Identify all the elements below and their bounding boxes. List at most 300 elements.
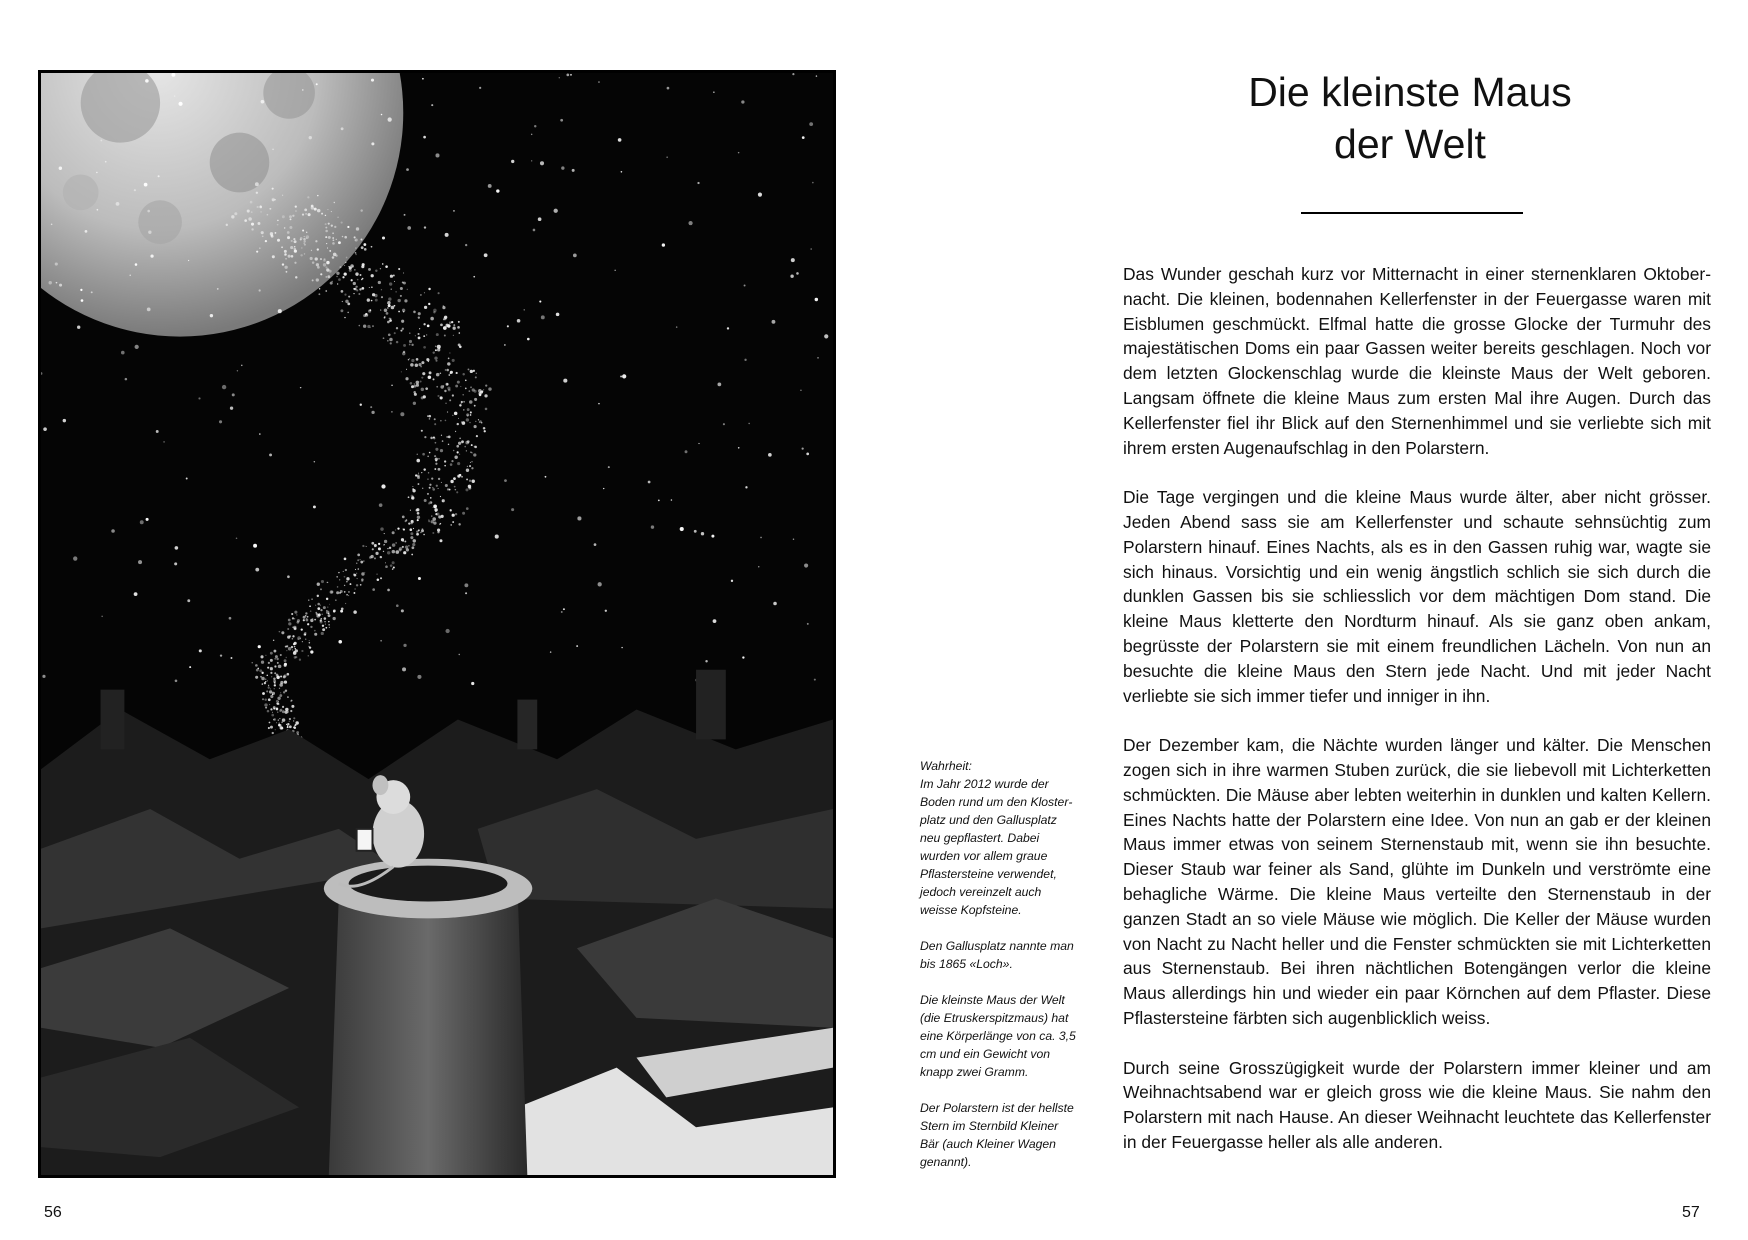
star	[531, 134, 532, 135]
stardust-particle	[316, 263, 319, 266]
stardust-particle	[324, 617, 327, 620]
stardust-particle	[294, 246, 295, 247]
stardust-particle	[332, 242, 335, 245]
stardust-particle	[420, 381, 422, 383]
stardust-particle	[423, 468, 425, 470]
stardust-particle	[467, 466, 468, 467]
stardust-particle	[474, 405, 476, 407]
stardust-particle	[331, 211, 332, 212]
stardust-particle	[450, 509, 452, 511]
star	[685, 450, 688, 453]
stardust-particle	[455, 431, 456, 432]
stardust-particle	[317, 248, 319, 250]
star	[158, 175, 160, 177]
star	[413, 402, 416, 405]
stardust-particle	[471, 467, 473, 469]
stardust-particle	[383, 551, 384, 552]
stardust-particle	[354, 588, 355, 589]
sidebar-note: Der Polarstern ist der hellste Stern im Sternbild Kleiner Bär (auch Kleiner Wagen genannt).	[920, 1101, 1074, 1169]
stardust-particle	[302, 230, 304, 232]
stardust-particle	[470, 452, 471, 453]
star	[319, 288, 320, 289]
stardust-particle	[446, 383, 448, 385]
stardust-particle	[274, 684, 276, 686]
stardust-particle	[378, 543, 380, 545]
stardust-particle	[398, 268, 400, 270]
star	[85, 230, 88, 233]
stardust-particle	[274, 658, 276, 660]
star	[534, 125, 536, 127]
star	[338, 640, 342, 644]
star	[309, 136, 312, 139]
star	[401, 609, 404, 612]
stardust-particle	[337, 283, 338, 284]
story-body	[1123, 262, 1711, 1179]
stardust-particle	[267, 680, 268, 681]
stardust-particle	[344, 293, 346, 295]
stardust-particle	[269, 704, 270, 705]
stardust-particle	[451, 321, 453, 323]
stardust-particle	[435, 513, 437, 515]
stardust-particle	[403, 344, 406, 347]
stardust-particle	[310, 650, 313, 653]
stardust-particle	[328, 223, 330, 225]
stardust-particle	[400, 330, 402, 332]
stardust-particle	[321, 632, 324, 635]
stardust-particle	[325, 290, 327, 292]
stardust-particle	[294, 240, 297, 243]
stardust-particle	[314, 619, 316, 621]
stardust-particle	[303, 240, 305, 242]
stardust-particle	[444, 334, 446, 336]
star	[538, 217, 542, 221]
stardust-particle	[274, 665, 276, 667]
stardust-particle	[394, 281, 395, 282]
stardust-particle	[305, 213, 307, 215]
star	[427, 324, 430, 327]
stardust-particle	[322, 625, 324, 627]
stardust-particle	[458, 476, 459, 477]
stardust-particle	[381, 289, 382, 290]
body-paragraph: Der Dezember kam, die Nächte wurden länger und kälter. Die Menschen zogen sich in ihre warmen Stuben zurück, die sie liebevoll mit Lichterketten schmückten. Die Mäuse aber lebten weiterhin in dunklen und kalten Kellern. Eines Nachts hatte der Polarstern eine Idee. Von nun an gab er der kleinen Maus immer etwas von seinem Sternenstaub mit, wenn sie ihn besuchte. Dieser Staub war feiner als Sand, glühte im Dunkeln und verströmte eine behagliche Wärme. Die kleine Maus verteilte den Sternenstaub in der ganzen Stadt an so viele Mäuse wie möglich. Die Keller der Mäuse wurden von Nacht zu Nacht heller und die Fenster schmückten sie mit Lichterketten aus Sternenstaub. Bei ihren nächtlichen Botengängen verlor die kleine Maus allerdings hin und wieder ein paar Körnchen auf dem Pflaster. Diese Pflastersteine färbten sich augenblicklich weiss.	[1123, 735, 1711, 1028]
star	[465, 244, 467, 246]
stardust-particle	[451, 460, 453, 462]
star	[615, 270, 616, 271]
stardust-particle	[287, 628, 289, 630]
stardust-particle	[411, 554, 413, 556]
star	[125, 378, 128, 381]
stardust-particle	[320, 273, 322, 275]
stardust-particle	[375, 299, 378, 302]
stardust-particle	[465, 488, 468, 491]
stardust-particle	[412, 486, 413, 487]
stardust-particle	[456, 445, 459, 448]
stardust-particle	[355, 569, 356, 570]
stardust-particle	[284, 227, 285, 228]
star	[431, 104, 433, 106]
star	[744, 284, 746, 286]
stardust-particle	[297, 621, 300, 624]
stardust-particle	[411, 359, 414, 362]
stardust-particle	[470, 386, 472, 388]
star	[219, 420, 222, 423]
stardust-particle	[268, 727, 270, 729]
star	[527, 338, 530, 341]
star	[713, 619, 717, 623]
stardust-particle	[376, 573, 378, 575]
stardust-particle	[251, 228, 253, 230]
stardust-particle	[364, 572, 365, 573]
stardust-particle	[339, 579, 340, 580]
star	[210, 314, 213, 317]
stardust-particle	[359, 288, 361, 290]
stardust-particle	[305, 615, 307, 617]
stardust-particle	[304, 244, 306, 246]
stardust-particle	[354, 269, 356, 271]
title-line-2: der Welt	[1334, 121, 1486, 167]
stardust-particle	[344, 591, 346, 593]
stardust-particle	[393, 566, 395, 568]
star	[429, 418, 431, 420]
stardust-particle	[294, 627, 297, 630]
stardust-particle	[269, 208, 271, 210]
star	[232, 393, 235, 396]
star	[341, 127, 344, 130]
stardust-particle	[294, 642, 297, 645]
star	[281, 631, 284, 634]
stardust-particle	[389, 282, 392, 285]
star	[524, 309, 525, 310]
stardust-particle	[334, 202, 335, 203]
stardust-particle	[422, 488, 423, 489]
stardust-particle	[434, 455, 436, 457]
stardust-particle	[325, 223, 327, 225]
stardust-particle	[284, 680, 287, 683]
stardust-particle	[395, 529, 396, 530]
stardust-particle	[291, 613, 293, 615]
stardust-particle	[442, 499, 445, 502]
star	[140, 520, 144, 524]
stardust-particle	[332, 281, 333, 282]
stardust-particle	[291, 700, 293, 702]
stardust-particle	[409, 340, 412, 343]
stardust-particle	[292, 627, 293, 628]
star	[59, 284, 62, 287]
stardust-particle	[327, 275, 330, 278]
stardust-particle	[322, 614, 323, 615]
star	[261, 100, 265, 104]
stardust-particle	[346, 581, 348, 583]
star	[812, 182, 814, 184]
stardust-particle	[325, 623, 326, 624]
stardust-particle	[417, 512, 420, 515]
star	[424, 226, 426, 228]
stardust-particle	[450, 372, 452, 374]
stardust-particle	[275, 232, 277, 234]
stardust-particle	[269, 690, 272, 693]
stardust-particle	[283, 691, 285, 693]
stardust-particle	[471, 452, 472, 453]
stardust-particle	[338, 278, 341, 281]
stardust-particle	[301, 650, 303, 652]
star	[471, 682, 474, 685]
stardust-particle	[469, 480, 471, 482]
star	[287, 575, 290, 578]
stardust-particle	[438, 468, 441, 471]
star	[666, 156, 668, 158]
star	[96, 172, 97, 173]
stardust-particle	[402, 328, 404, 330]
stardust-particle	[284, 266, 287, 269]
stardust-particle	[387, 340, 388, 341]
star	[445, 233, 449, 237]
illustration-frame	[38, 70, 836, 1178]
stardust-particle	[262, 692, 265, 695]
stardust-particle	[461, 440, 464, 443]
stardust-particle	[362, 287, 365, 290]
stardust-particle	[401, 538, 404, 541]
star	[371, 79, 374, 82]
stardust-particle	[420, 294, 421, 295]
star	[598, 582, 602, 586]
stardust-particle	[398, 311, 400, 313]
star	[550, 651, 551, 652]
stardust-particle	[418, 363, 421, 366]
stardust-particle	[310, 626, 312, 628]
stardust-particle	[295, 276, 297, 278]
stardust-particle	[421, 388, 424, 391]
stardust-particle	[295, 210, 297, 212]
stardust-particle	[410, 532, 413, 535]
stardust-particle	[247, 209, 250, 212]
stardust-particle	[460, 386, 461, 387]
stardust-particle	[317, 607, 320, 610]
stardust-particle	[470, 370, 473, 373]
stardust-particle	[417, 516, 420, 519]
stardust-particle	[428, 288, 430, 290]
stardust-particle	[422, 528, 424, 530]
stardust-particle	[431, 515, 432, 516]
stardust-particle	[484, 427, 486, 429]
stardust-particle	[462, 373, 464, 375]
stardust-particle	[433, 351, 435, 353]
stardust-particle	[303, 238, 306, 241]
star	[802, 136, 805, 139]
stardust-particle	[354, 288, 357, 291]
stardust-particle	[403, 551, 406, 554]
star	[63, 419, 66, 422]
stardust-particle	[362, 263, 365, 266]
stardust-particle	[411, 495, 414, 498]
stardust-particle	[457, 462, 460, 465]
star	[773, 602, 777, 606]
stardust-particle	[315, 605, 316, 606]
stardust-particle	[431, 502, 433, 504]
stardust-particle	[459, 474, 461, 476]
stardust-particle	[286, 271, 288, 273]
star	[147, 308, 151, 312]
star	[540, 161, 544, 165]
stardust-particle	[437, 395, 439, 397]
stardust-particle	[274, 650, 277, 653]
stardust-particle	[329, 270, 332, 273]
stardust-particle	[357, 578, 358, 579]
star	[97, 209, 99, 211]
stardust-particle	[430, 317, 434, 321]
stardust-particle	[440, 396, 443, 399]
stardust-particle	[342, 236, 344, 238]
stardust-particle	[418, 529, 420, 531]
star	[511, 160, 514, 163]
stardust-particle	[431, 477, 433, 479]
stardust-particle	[387, 307, 388, 308]
stardust-particle	[424, 436, 426, 438]
star	[545, 476, 547, 478]
stardust-particle	[348, 595, 349, 596]
stardust-particle	[259, 206, 262, 209]
star	[147, 210, 150, 213]
stardust-particle	[469, 390, 471, 392]
stardust-particle	[326, 276, 327, 277]
star	[541, 315, 545, 319]
stardust-particle	[394, 332, 396, 334]
star	[134, 592, 138, 596]
stardust-particle	[320, 619, 322, 621]
star	[603, 488, 604, 489]
stardust-particle	[329, 627, 330, 628]
stardust-particle	[399, 547, 402, 551]
star	[174, 95, 175, 96]
star	[406, 168, 409, 171]
stardust-particle	[279, 718, 280, 719]
stardust-particle	[295, 648, 296, 649]
star	[259, 433, 261, 435]
stardust-particle	[292, 215, 294, 217]
stardust-particle	[293, 651, 295, 653]
stardust-particle	[413, 311, 416, 314]
stardust-particle	[433, 378, 435, 380]
stardust-particle	[265, 655, 266, 656]
stardust-particle	[484, 394, 487, 397]
stardust-particle	[280, 654, 282, 656]
star	[711, 535, 714, 538]
stardust-particle	[447, 488, 449, 490]
stardust-particle	[308, 600, 309, 601]
stardust-particle	[444, 465, 446, 467]
stardust-particle	[442, 440, 444, 442]
stardust-particle	[385, 265, 388, 268]
stardust-particle	[434, 423, 436, 425]
star	[814, 679, 816, 681]
stardust-particle	[380, 527, 383, 530]
star	[796, 272, 799, 275]
star	[175, 546, 179, 550]
stardust-particle	[282, 195, 283, 196]
stardust-particle	[355, 240, 356, 241]
star	[148, 231, 151, 234]
stardust-particle	[357, 279, 359, 281]
stardust-particle	[423, 534, 425, 536]
star	[618, 138, 622, 142]
star	[806, 452, 809, 455]
star	[259, 289, 261, 291]
star	[658, 499, 660, 501]
stardust-particle	[428, 472, 429, 473]
stardust-particle	[283, 675, 286, 678]
stardust-particle	[462, 512, 465, 515]
stardust-particle	[251, 223, 254, 226]
stardust-particle	[428, 519, 429, 520]
stardust-particle	[307, 196, 309, 198]
stardust-particle	[473, 370, 475, 372]
stardust-particle	[327, 209, 328, 210]
star	[453, 210, 455, 212]
star	[419, 328, 420, 329]
star	[561, 166, 564, 169]
stardust-particle	[320, 605, 321, 606]
star	[42, 675, 45, 678]
stardust-particle	[305, 639, 306, 640]
body-paragraph: Durch seine Grosszügigkeit wurde der Polarstern immer kleiner und am Weihnachtsabend war er gleich gross wie die kleine Maus. Sie nahm den Polarstern mit nach Hause. An dieser Weihnacht leuchtete das Kellerfenster in der Feuergasse heller als alle anderen.	[1123, 1057, 1711, 1152]
stardust-particle	[309, 642, 311, 644]
star	[560, 119, 563, 122]
stardust-particle	[345, 569, 347, 571]
stardust-particle	[401, 320, 404, 323]
star	[258, 645, 261, 648]
stardust-particle	[357, 275, 358, 276]
stardust-particle	[293, 238, 295, 240]
stardust-particle	[273, 706, 276, 709]
stardust-particle	[277, 662, 279, 664]
stardust-particle	[320, 609, 322, 611]
stardust-particle	[279, 683, 283, 687]
stardust-particle	[385, 565, 388, 568]
stardust-particle	[435, 360, 437, 362]
stardust-particle	[332, 256, 335, 259]
stardust-particle	[356, 563, 357, 564]
stardust-particle	[384, 540, 387, 543]
stardust-particle	[292, 649, 293, 650]
stardust-particle	[308, 646, 309, 647]
stardust-particle	[312, 618, 313, 619]
stardust-particle	[312, 279, 314, 281]
stardust-particle	[421, 361, 424, 364]
star	[772, 320, 776, 324]
star	[723, 423, 725, 425]
stardust-particle	[461, 401, 463, 403]
star	[605, 610, 607, 612]
stardust-particle	[302, 214, 304, 216]
stardust-particle	[441, 435, 442, 436]
stardust-particle	[289, 215, 292, 218]
stardust-particle	[259, 247, 261, 249]
stardust-particle	[327, 607, 328, 608]
stardust-particle	[356, 584, 358, 586]
stardust-particle	[380, 268, 381, 269]
stardust-particle	[265, 707, 267, 709]
stardust-particle	[346, 577, 349, 580]
stardust-particle	[294, 262, 296, 264]
stardust-particle	[311, 206, 314, 209]
stardust-particle	[390, 275, 393, 278]
stardust-particle	[327, 247, 328, 248]
star	[458, 654, 459, 655]
stardust-particle	[312, 261, 315, 264]
stardust-particle	[488, 387, 491, 390]
stardust-particle	[418, 312, 421, 315]
star	[121, 351, 125, 355]
stardust-particle	[468, 368, 470, 370]
